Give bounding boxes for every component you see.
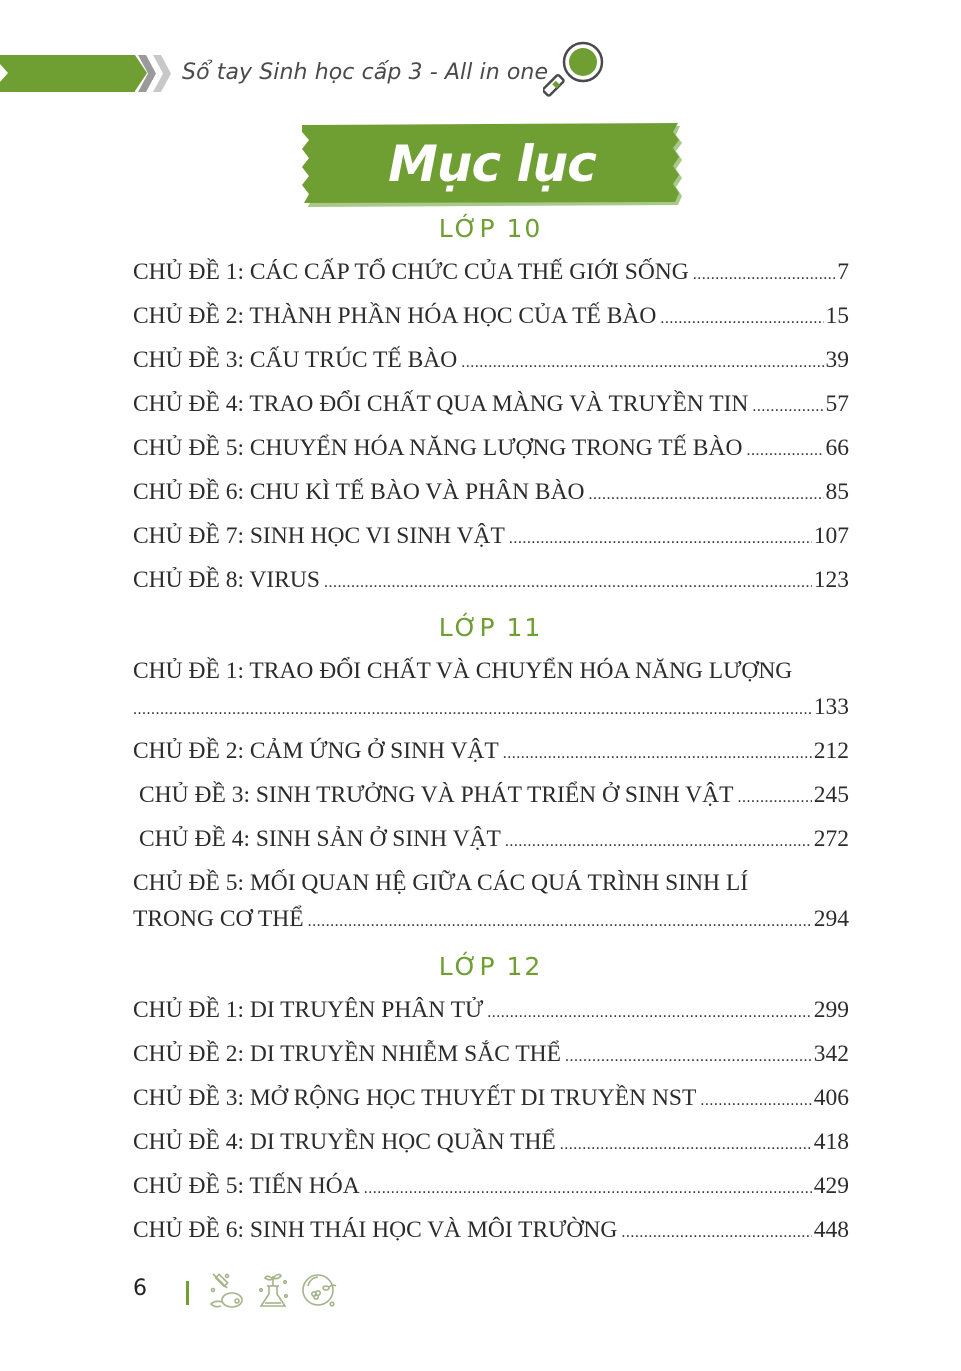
toc-entry[interactable]: CHỦ ĐỀ 4: DI TRUYỀN HỌC QUẦN THỂ ..... 418 — [133, 1129, 849, 1159]
toc-entry[interactable]: CHỦ ĐỀ 5: CHUYỂN HÓA NĂNG LƯỢNG TRONG TẾ BÀO ..... 66 — [133, 435, 849, 465]
toc-entry[interactable]: CHỦ ĐỀ 6: SINH THÁI HỌC VÀ MÔI TRƯỜNG ..... 448 — [133, 1217, 849, 1247]
toc-entry-label-wrapped[interactable]: CHỦ ĐỀ 1: TRAO ĐỔI CHẤT VÀ CHUYỂN HÓA NĂNG LƯỢNG — [133, 658, 793, 684]
toc-entry[interactable]: TRONG CƠ THỂ ..... 294 — [133, 906, 849, 936]
toc-entry[interactable]: CHỦ ĐỀ 5: TIẾN HÓA ..... 429 — [133, 1173, 849, 1203]
toc-entry[interactable]: CHỦ ĐỀ 1: DI TRUYÊN PHÂN TỬ ..... 299 — [133, 997, 849, 1027]
toc-entry-label-wrapped[interactable]: CHỦ ĐỀ 5: MỐI QUAN HỆ GIỮA CÁC QUÁ TRÌNH SINH LÍ — [133, 870, 749, 896]
header-bar-notch — [0, 64, 8, 82]
toc-entry[interactable]: CHỦ ĐỀ 7: SINH HỌC VI SINH VẬT ..... 107 — [133, 523, 849, 553]
syringe-mouse-icon — [207, 1270, 247, 1310]
toc-entry[interactable]: CHỦ ĐỀ 3: SINH TRƯỞNG VÀ PHÁT TRIỂN Ở SINH VẬT ..... 245 — [139, 782, 849, 812]
toc-entry[interactable]: CHỦ ĐỀ 6: CHU KÌ TẾ BÀO VÀ PHÂN BÀO ..... 85 — [133, 479, 849, 509]
toc-entry[interactable]: CHỦ ĐỀ 2: DI TRUYỀN NHIỄM SẮC THỂ ..... 342 — [133, 1041, 849, 1071]
toc-entry[interactable]: CHỦ ĐỀ 4: SINH SẢN Ở SINH VẬT ..... 272 — [139, 826, 849, 856]
petri-dish-icon — [300, 1270, 340, 1310]
chevron-right-icon — [151, 55, 171, 92]
toc-entry[interactable]: CHỦ ĐỀ 2: THÀNH PHẦN HÓA HỌC CỦA TẾ BÀO ..... 15 — [133, 303, 849, 333]
toc-entry[interactable]: CHỦ ĐỀ 3: CẤU TRÚC TẾ BÀO ..... 39 — [133, 347, 849, 377]
book-title: Sổ tay Sinh học cấp 3 - All in one — [182, 60, 549, 85]
header-green-bar — [0, 55, 135, 92]
page-title: Mục lục — [388, 135, 596, 193]
toc-entry[interactable]: CHỦ ĐỀ 3: MỞ RỘNG HỌC THUYẾT DI TRUYỀN NST ..... 406 — [133, 1085, 849, 1115]
toc-entry[interactable]: CHỦ ĐỀ 8: VIRUS ..... 123 — [133, 567, 849, 597]
section-heading-lop-10: LỚP 10 — [438, 214, 543, 243]
section-heading-lop-12: LỚP 12 — [438, 952, 543, 981]
footer-divider — [186, 1281, 189, 1305]
toc-entry[interactable]: CHỦ ĐỀ 4: TRAO ĐỔI CHẤT QUA MÀNG VÀ TRUYỀN TIN ..... 57 — [133, 391, 849, 421]
toc-entry[interactable]: CHỦ ĐỀ 1: CÁC CẤP TỔ CHỨC CỦA THẾ GIỚI SỐNG ..... 7 — [133, 259, 849, 289]
magnifier-icon — [543, 40, 607, 98]
toc-entry[interactable]: CHỦ ĐỀ 2: CẢM ỨNG Ở SINH VẬT ..... 212 — [133, 738, 849, 768]
toc-entry[interactable]: ..... 133 — [133, 694, 849, 724]
section-heading-lop-11: LỚP 11 — [438, 613, 543, 642]
flask-plant-icon — [253, 1270, 293, 1310]
page-number: 6 — [133, 1276, 147, 1301]
